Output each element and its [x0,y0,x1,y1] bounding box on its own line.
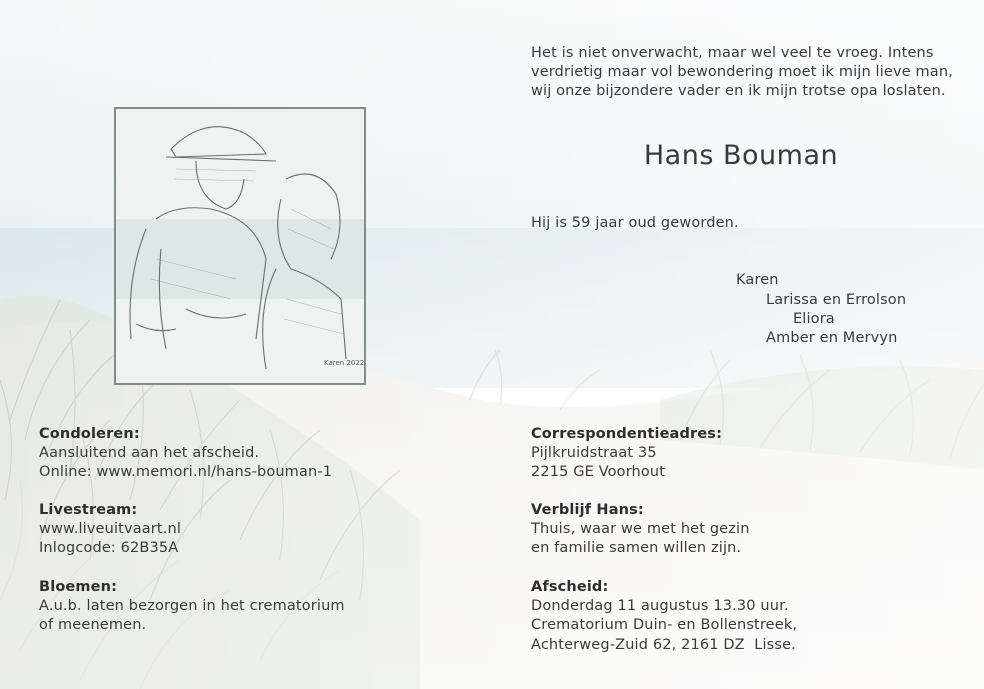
afscheid-block: Afscheid: Donderdag 11 augustus 13.30 uur. Crematorium Duin- en Bollenstreek, Achterweg-Zuid 62, 2161 DZ Lisse. [531,579,798,653]
correspondentie-block: Correspondentieadres: Pijlkruidstraat 35 2215 GE Voorhout [531,426,723,481]
livestream-block [39,501,181,559]
verblijf-block: Verblijf Hans: Thuis, waar we met het gezin en familie samen willen zijn. [531,502,750,557]
intro-line: Het is niet onverwacht, maar wel veel te vroeg. Intens [531,45,934,61]
condoleren-title: Condoleren: [39,426,140,442]
verblijf-title: Verblijf Hans: [531,502,644,518]
bloemen-block: Bloemen: A.u.b. laten bezorgen in het crematorium of meenemen. [39,579,345,634]
intro-line: verdrietig maar vol bewondering moet ik mijn lieve man, [531,64,953,81]
family-child-2: Amber en Mervyn [766,330,898,346]
family-wife: Karen [736,272,779,288]
intro-line: wij onze bijzondere vader en ik mijn trotse opa loslaten. [531,83,946,100]
intro-text [531,44,953,102]
livestream-title: Livestream: [39,502,138,518]
deceased-name: Hans Bouman [643,140,839,171]
condoleren-block: Condoleren: Aansluitend aan het afscheid. Online: www.memori.nl/hans-bouman-1 [39,425,332,483]
livestream-code: Inlogcode: 62B35A [39,540,179,557]
sketch-signature: Karen 2022 [324,359,364,367]
correspondentie-title: Correspondentieadres: [531,426,723,442]
age-text: Hij is 59 jaar oud geworden. [531,215,739,231]
memorial-sketch-photo [114,107,366,385]
bloemen-title: Bloemen: [39,579,118,595]
afscheid-title: Afscheid: [531,579,609,595]
family-child-1: Larissa en Errolson [766,292,907,308]
family-grandchild: Eliora [793,311,835,327]
livestream-url: www.liveuitvaart.nl [39,521,181,538]
condoleren-online-link: Online: www.memori.nl/hans-bouman-1 [39,464,333,481]
